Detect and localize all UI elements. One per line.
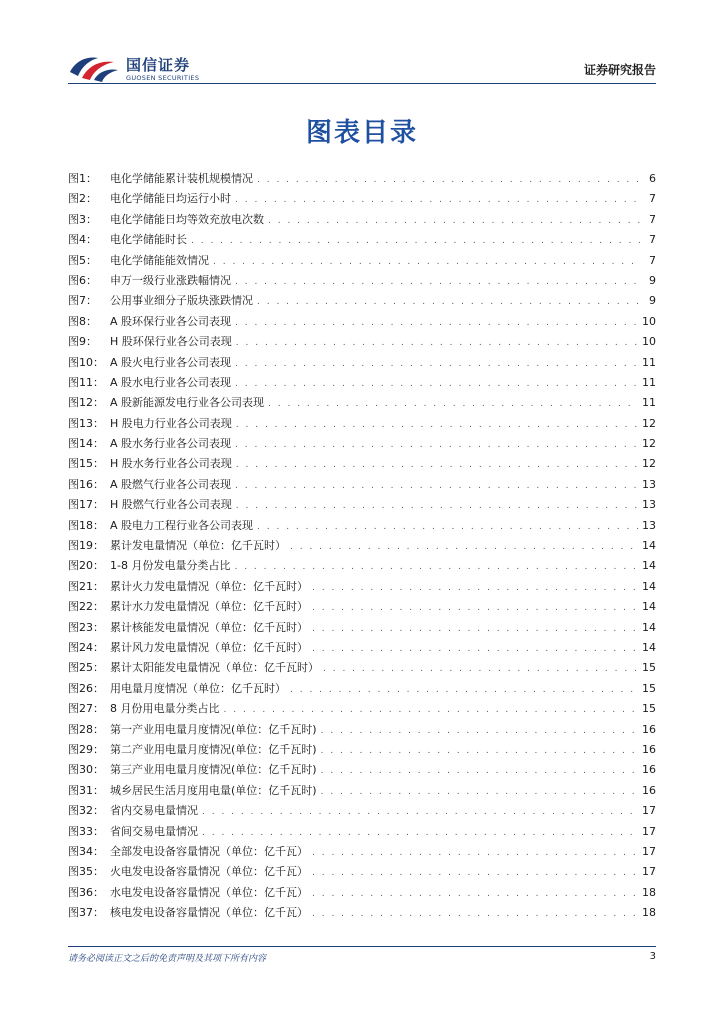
figure-number: 图34： (68, 844, 104, 858)
page-title: 图表目录 (305, 118, 418, 148)
figure-title: 电化学储能日均等效充放电次数 (110, 212, 264, 226)
figure-page-number: 17 (642, 804, 656, 818)
figure-page-number: 7 (649, 212, 656, 226)
figure-page-number: 18 (642, 906, 656, 920)
figure-number: 图28： (68, 722, 104, 736)
figure-page-number: 14 (642, 640, 656, 654)
dot-leader (321, 761, 638, 781)
figure-number: 图35： (68, 865, 104, 879)
dot-leader (235, 476, 638, 496)
figure-title: A 股电力工程行业各公司表现 (110, 518, 254, 532)
toc-entry[interactable] (68, 699, 656, 719)
figure-page-number: 16 (642, 722, 656, 736)
toc-entry[interactable] (68, 434, 656, 454)
figure-page-number: 17 (642, 865, 656, 879)
figure-number: 图6： (68, 273, 97, 287)
figure-number: 图23： (68, 620, 104, 634)
dot-leader (257, 170, 640, 190)
figure-number: 图14： (68, 437, 104, 451)
dot-leader (202, 802, 638, 822)
dot-leader (235, 190, 640, 210)
figure-page-number: 14 (642, 559, 656, 573)
logo-english-name: GUOSEN SECURITIES (126, 74, 200, 82)
figure-number: 图5： (68, 253, 97, 267)
figure-number: 图16： (68, 477, 104, 491)
dot-leader (235, 354, 638, 374)
toc-entry[interactable] (68, 516, 656, 536)
figure-number: 图25： (68, 661, 104, 675)
dot-leader (312, 843, 638, 863)
figure-page-number: 15 (642, 702, 656, 716)
footer-divider (68, 946, 656, 947)
dot-leader (236, 333, 638, 353)
figure-title: 第二产业用电量月度情况(单位：亿千瓦时) (110, 742, 317, 756)
figure-page-number: 14 (642, 600, 656, 614)
figure-number: 图29： (68, 742, 104, 756)
dot-leader (191, 231, 640, 251)
figure-title: 累计火力发电量情况（单位：亿千瓦时） (110, 579, 308, 593)
figure-number: 图11： (68, 375, 104, 389)
toc-entry[interactable] (68, 862, 656, 882)
figure-page-number: 10 (642, 335, 656, 349)
dot-leader (235, 435, 638, 455)
dot-leader (312, 598, 638, 618)
figure-number: 图10： (68, 355, 104, 369)
dot-leader (323, 659, 638, 679)
dot-leader (268, 394, 638, 414)
figure-title: 电化学储能能效情况 (110, 253, 209, 267)
dot-leader (312, 639, 638, 659)
toc-entry[interactable] (68, 597, 656, 617)
figure-page-number: 11 (642, 396, 656, 410)
dot-leader (236, 455, 638, 475)
figure-title: 水电发电设备容量情况（单位：亿千瓦） (110, 885, 308, 899)
figure-number: 图26： (68, 681, 104, 695)
figure-title: 申万一级行业涨跌幅情况 (110, 273, 231, 287)
toc-entry[interactable] (68, 251, 656, 271)
figure-title: A 股水电行业各公司表现 (110, 375, 232, 389)
toc-entry[interactable] (68, 883, 656, 903)
figure-page-number: 10 (642, 314, 656, 328)
dot-leader (321, 782, 638, 802)
dot-leader (268, 211, 640, 231)
figure-title: A 股火电行业各公司表现 (110, 355, 232, 369)
figure-page-number: 7 (649, 233, 656, 247)
figure-title: A 股水务行业各公司表现 (110, 437, 232, 451)
figure-title: H 股电力行业各公司表现 (110, 416, 232, 430)
logo-chinese-name: 国信证券 (126, 56, 191, 74)
figure-page-number: 12 (642, 437, 656, 451)
toc-entry[interactable] (68, 291, 656, 311)
dot-leader (312, 884, 638, 904)
figure-page-number: 18 (642, 885, 656, 899)
figure-number: 图18： (68, 518, 104, 532)
figure-title: 核电发电设备容量情况（单位：亿千瓦） (110, 906, 308, 920)
dot-leader (321, 741, 638, 761)
figure-page-number: 13 (642, 518, 656, 532)
figure-number: 图2： (68, 192, 97, 206)
toc-entry[interactable] (68, 169, 656, 189)
dot-leader (312, 904, 638, 924)
dot-leader (290, 537, 638, 557)
page-header (68, 50, 656, 86)
dot-leader (312, 863, 638, 883)
toc-entry[interactable] (68, 332, 656, 352)
toc-entry[interactable] (68, 230, 656, 250)
toc-entry[interactable] (68, 842, 656, 862)
figure-number: 图37： (68, 906, 104, 920)
figure-page-number: 16 (642, 783, 656, 797)
dot-leader (312, 578, 638, 598)
toc-entry[interactable] (68, 658, 656, 678)
dot-leader (224, 700, 639, 720)
figure-number: 图30： (68, 763, 104, 777)
figure-number: 图33： (68, 824, 104, 838)
figure-title: 累计发电量情况（单位：亿千瓦时） (110, 539, 286, 553)
dot-leader (257, 517, 638, 537)
figure-title: A 股燃气行业各公司表现 (110, 477, 232, 491)
figure-page-number: 9 (649, 294, 656, 308)
dot-leader (257, 292, 640, 312)
figure-number: 图15： (68, 457, 104, 471)
toc-entry[interactable] (68, 475, 656, 495)
figure-page-number: 11 (642, 355, 656, 369)
figure-page-number: 12 (642, 416, 656, 430)
figure-page-number: 7 (649, 192, 656, 206)
dot-leader (235, 272, 640, 292)
figure-title: 第一产业用电量月度情况(单位：亿千瓦时) (110, 722, 317, 736)
figure-title: A 股新能源发电行业各公司表现 (110, 396, 265, 410)
figure-page-number: 15 (642, 661, 656, 675)
figure-title: 累计太阳能发电量情况（单位：亿千瓦时） (110, 661, 319, 675)
toc-entry[interactable] (68, 353, 656, 373)
figure-title: 城乡居民生活月度用电量(单位：亿千瓦时) (110, 783, 317, 797)
dot-leader (213, 252, 640, 272)
figure-page-number: 9 (649, 273, 656, 287)
figure-page-number: 7 (649, 253, 656, 267)
figure-page-number: 17 (642, 824, 656, 838)
figure-title: 8 月份用电量分类占比 (110, 702, 220, 716)
figure-number: 图8： (68, 314, 97, 328)
dot-leader (290, 680, 638, 700)
dot-leader (234, 557, 638, 577)
figure-page-number: 14 (642, 539, 656, 553)
figure-title: H 股环保行业各公司表现 (110, 335, 232, 349)
figure-title: 1-8 月份发电量分类占比 (110, 559, 231, 573)
dot-leader (235, 313, 638, 333)
toc-entry[interactable] (68, 189, 656, 209)
figure-number: 图9： (68, 335, 97, 349)
figure-number: 图13： (68, 416, 104, 430)
figure-title: 累计水力发电量情况（单位：亿千瓦时） (110, 600, 308, 614)
toc-entry[interactable] (68, 495, 656, 515)
figure-title: 公用事业细分子版块涨跌情况 (110, 294, 253, 308)
toc-entry[interactable] (68, 556, 656, 576)
figure-page-number: 16 (642, 742, 656, 756)
guosen-logo-icon (68, 52, 120, 84)
figure-page-number: 12 (642, 457, 656, 471)
figure-number: 图21： (68, 579, 104, 593)
toc-entry[interactable] (68, 373, 656, 393)
toc-entry[interactable] (68, 903, 656, 923)
figure-number: 图12： (68, 396, 104, 410)
figure-title: 火电发电设备容量情况（单位：亿千瓦） (110, 865, 308, 879)
figure-number: 图3： (68, 212, 97, 226)
figure-page-number: 15 (642, 681, 656, 695)
header-divider (68, 83, 656, 84)
figure-number: 图27： (68, 702, 104, 716)
figure-number: 图19： (68, 539, 104, 553)
figure-number: 图31： (68, 783, 104, 797)
toc-entry[interactable] (68, 679, 656, 699)
toc-entry[interactable] (68, 414, 656, 434)
figure-title: A 股环保行业各公司表现 (110, 314, 232, 328)
toc-entry[interactable] (68, 781, 656, 801)
disclaimer-note: 请务必阅读正文之后的免责声明及其项下所有内容 (68, 954, 267, 964)
figure-title: 省间交易电量情况 (110, 824, 198, 838)
figure-number: 图4： (68, 233, 97, 247)
figure-page-number: 13 (642, 498, 656, 512)
figure-number: 图1： (68, 172, 97, 185)
guosen-logo (68, 50, 208, 86)
figure-page-number: 13 (642, 477, 656, 491)
dot-leader (321, 721, 638, 741)
toc-entry[interactable] (68, 312, 656, 332)
figure-title: 电化学储能时长 (110, 233, 187, 247)
dot-leader (235, 374, 638, 394)
toc-entry[interactable] (68, 536, 656, 556)
figure-title: 电化学储能累计装机规模情况 (110, 172, 253, 185)
figure-number: 图20： (68, 559, 104, 573)
figure-title: 用电量月度情况（单位：亿千瓦时） (110, 681, 286, 695)
toc-entry[interactable] (68, 618, 656, 638)
dot-leader (236, 496, 638, 516)
figure-number: 图36： (68, 885, 104, 899)
figure-title: 累计风力发电量情况（单位：亿千瓦时） (110, 640, 308, 654)
toc-entry[interactable] (68, 210, 656, 230)
figure-page-number: 14 (642, 579, 656, 593)
toc-entry[interactable] (68, 801, 656, 821)
toc-entry[interactable] (68, 454, 656, 474)
figure-number: 图24： (68, 640, 104, 654)
figure-page-number: 17 (642, 844, 656, 858)
figure-number: 图7： (68, 294, 97, 308)
dot-leader (312, 619, 638, 639)
figure-title: 电化学储能日均运行小时 (110, 192, 231, 206)
figure-number: 图22： (68, 600, 104, 614)
figure-page-number: 16 (642, 763, 656, 777)
toc-entry[interactable] (68, 638, 656, 658)
figure-number: 图32： (68, 804, 104, 818)
report-type-label: 证券研究报告 (583, 63, 656, 77)
figure-page-number: 11 (642, 375, 656, 389)
figure-page-number: 14 (642, 620, 656, 634)
toc-entry[interactable] (68, 740, 656, 760)
dot-leader (202, 823, 638, 843)
figure-title: 省内交易电量情况 (110, 804, 198, 818)
figure-title: 全部发电设备容量情况（单位：亿千瓦） (110, 844, 308, 858)
figure-title: H 股水务行业各公司表现 (110, 457, 232, 471)
toc-entry[interactable] (68, 822, 656, 842)
figure-title: 累计核能发电量情况（单位：亿千瓦时） (110, 620, 308, 634)
page-number: 3 (649, 951, 656, 962)
dot-leader (236, 415, 638, 435)
toc-entry[interactable] (68, 760, 656, 780)
toc-entry[interactable] (68, 720, 656, 740)
figure-list (68, 169, 656, 923)
toc-entry[interactable] (68, 577, 656, 597)
toc-entry[interactable] (68, 393, 656, 413)
toc-entry[interactable] (68, 271, 656, 291)
figure-page-number: 6 (649, 172, 656, 185)
figure-title: 第三产业用电量月度情况(单位：亿千瓦时) (110, 763, 317, 777)
figure-title: H 股燃气行业各公司表现 (110, 498, 232, 512)
figure-number: 图17： (68, 498, 104, 512)
